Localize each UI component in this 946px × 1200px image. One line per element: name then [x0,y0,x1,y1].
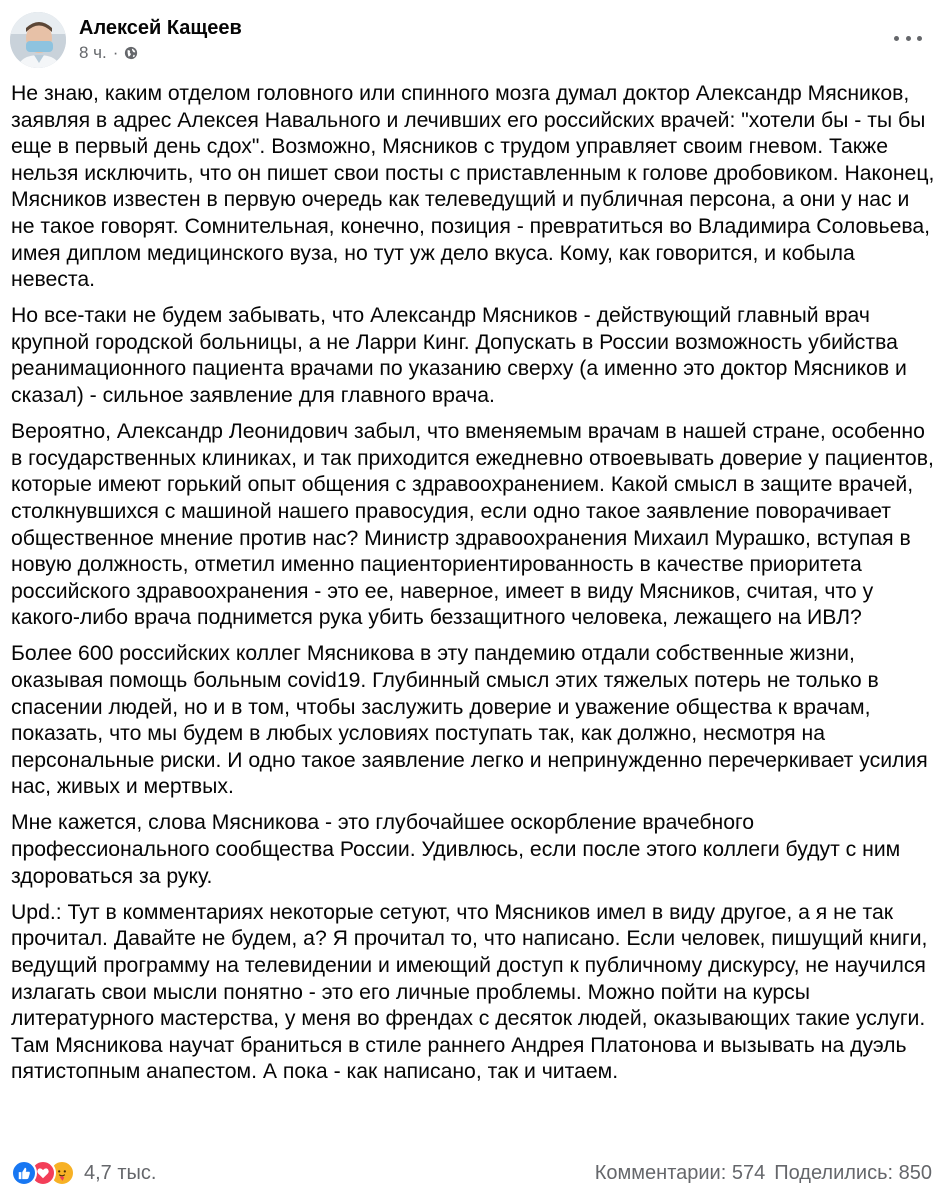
globe-icon[interactable] [124,46,138,60]
author-name[interactable]: Алексей Кащеев [79,17,242,39]
reaction-count: 4,7 тыс. [84,1162,157,1184]
dot [917,36,922,41]
post-paragraph: Более 600 российских коллег Мясникова в эту пандемию отдали собственные жизни, оказывая помощь больным covid19. Глубинный смысл этих тяжелых потерь не только в спасении людей, но и в том, чтобы заслужить доверие и уважение общества к врачам, показать, что мы будем в любых условиях поступать так, как должно, несмотря на персональные риски. И одно такое заявление легко и непринужденно перечеркивает усилия нас, живых и мертвых. [11,642,928,799]
heart-icon [36,1166,50,1180]
like-reaction-icon [11,1160,37,1186]
author-avatar[interactable] [10,12,66,68]
post-paragraph: Но все-таки не будем забывать, что Александр Мясников - действующий главный врач крупной городской больницы, а не Ларри Кинг. Допускать в России возможность убийства реанимационного пациента врачами по указанию сверху (а именно это доктор Мясников и сказал) - сильное заявление для главного врача. [11,304,907,408]
dot [894,36,899,41]
post-paragraph: Вероятно, Александр Леонидович забыл, что вменяемым врачам в нашей стране, особенно в государственных клиниках, и так приходится ежедневно отвоевывать доверие у пациентов, которые имеют горький опыт общения с здравоохранением. Какой смысл в защите врачей, столкнувшихся с машиной нашего правосудия, если одно такое заявление поворачивает общественное мнение против нас? Министр здравоохранения Михаил Мурашко, вступая в новую должность, отметил именно пациенториентированность в качестве приоритета российского здравоохранения - это ее, наверное, имеет в виду Мясников, считая, что у какого-либо врача поднимется рука убить беззащитного человека, лежащего на ИВЛ? [11,420,934,630]
post-paragraph: Upd.: Тут в комментариях некоторые сетуют, что Мясников имел в виду другое, а я не так прочитал. Давайте не будем, а? Я прочитал то, что написано. Если человек, пишущий книги, ведущий программу на телевидении и имеющий доступ к публичному дискурсу, не научился излагать свои мысли понятно - это его личные проблемы. Можно пойти на курсы литературного мастерства, у меня во френдах с десяток людей, оказывающих такие услуги. Там Мясникова научат браниться в стиле раннего Андрея Платонова и вызывать на дуэль пятистопным анапестом. А пока - как написано, так и читаем. [11,900,928,1084]
post-header [0,0,946,80]
dot [906,36,911,41]
more-horizontal-icon[interactable] [894,30,922,46]
shares-count[interactable]: Поделились: 850 [774,1162,932,1184]
post-paragraph: Не знаю, каким отделом головного или спинного мозга думал доктор Александр Мясников, заявляя в адрес Алексея Навального и лечивших его российских врачей: "хотели бы - ты бы еще в первый день сдох". Возможно, Мясников с трудом управляет своим гневом. Также нельзя исключить, что он пишет свои посты с приставленным к голове дробовиком. Наконец, Мясников известен в первую очередь как телеведущий и публичная персона, а они у нас и не такое говорят. Сомнительная, конечно, позиция - превратиться во Владимира Соловьева, имея диплом медицинского вуза, но тут уж дело вкуса. Кому, как говорится, и кобыла невеста. [11,82,935,292]
post-meta [79,43,138,63]
post-text [11,81,937,1095]
post-paragraph: Мне кажется, слова Мясникова - это глубочайшее оскорбление врачебного профессионального сообщества России. Удивлюсь, если после этого коллеги будут с ним здороваться за руку. [11,811,901,888]
thumbs-up-icon [17,1166,31,1180]
post-time[interactable]: 8 ч. [79,43,107,62]
avatar-photo [10,12,66,68]
post-footer [0,1154,946,1194]
meta-separator: · [112,43,119,62]
reactions-summary[interactable] [11,1158,156,1188]
comments-count[interactable]: Комментарии: 574 [594,1162,766,1184]
post-stats [595,1160,932,1186]
